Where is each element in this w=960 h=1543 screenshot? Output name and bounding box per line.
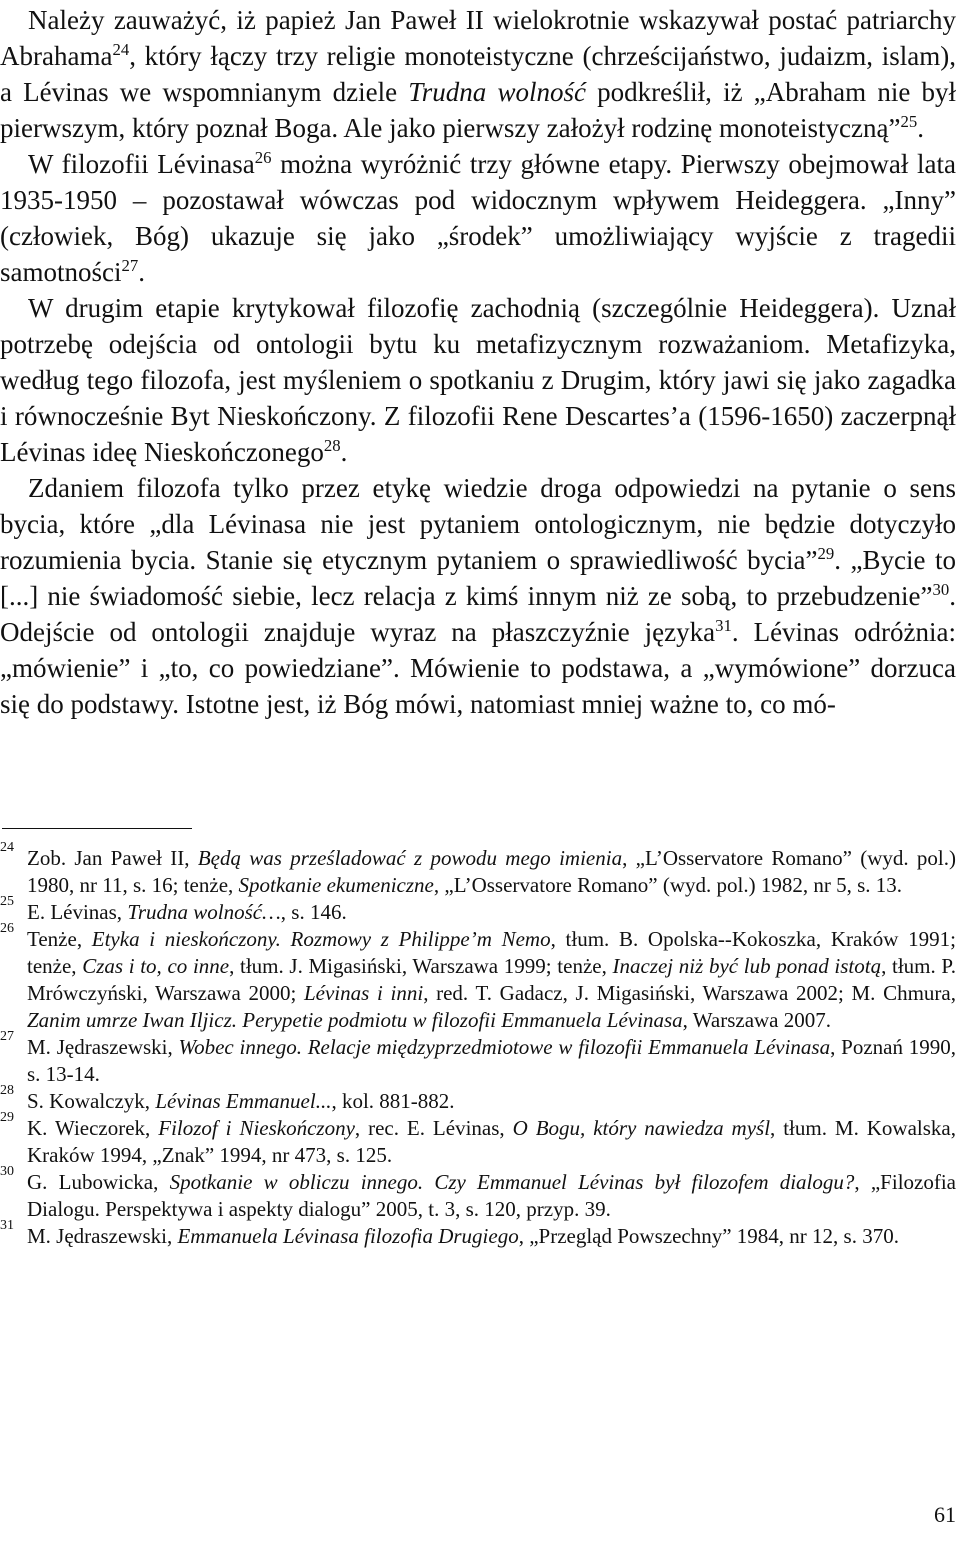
text-span: .: [340, 437, 348, 467]
citation-title: Wobec innego. Relacje międzyprzedmiotowe w filozofii Emmanuela Lévinasa: [178, 1035, 831, 1059]
text-span: Tenże,: [27, 927, 92, 951]
footnote-ref[interactable]: 25: [900, 112, 918, 131]
footnote-separator: [2, 828, 192, 829]
text-span: , „L’Osservatore Romano” (wyd. pol.) 1980, nr 11, s. 16; tenże,: [27, 846, 956, 897]
footnote-ref[interactable]: 29: [817, 544, 835, 563]
text-span: S. Kowalczyk,: [27, 1089, 156, 1113]
paragraph-1: [0, 2, 956, 146]
text-span: . „Bycie to [...] nie świadomość siebie, lecz relacja z kimś innym niż ze sobą, to przebudzenie”: [0, 545, 956, 611]
footnote-30: [0, 1164, 956, 1223]
text-span: można wyróżnić trzy główne etapy. Pierwszy obejmował lata 1935-1950 – pozostawał wówczas pod widocznym wpływem Heideggera. „Inny” (człowiek, Bóg) ukazuje się jako „środek” umożliwiający wyjście z tragedii samotności: [0, 149, 956, 287]
text-span: W drugim etapie krytykował filozofię zachodnią (szczególnie Heideggera). Uznał potrzebę odejścia od ontologii bytu ku metafizycznym rozważaniom. Metafizyka, według tego filozofa, jest myśleniem o spotkaniu z Drugim, który jawi się jako zagadka i równocześnie Byt Nieskończony. Z filozofii Rene Descartes’a (1596-1650) zaczerpnął Lévinas ideę Nieskończonego: [0, 293, 956, 467]
text-span: . Odejście od ontologii znajduje wyraz na płaszczyźnie języka: [0, 581, 956, 647]
main-text: [0, 2, 956, 722]
footnote-25: [0, 894, 956, 926]
footnote-number: 28: [0, 1083, 14, 1098]
footnote-26: [0, 921, 957, 1034]
text-span: , tłum. P. Mrówczyński, Warszawa 2000;: [27, 954, 957, 1005]
text-span: , rec. E. Lévinas,: [354, 1116, 513, 1140]
footnote-24: [0, 840, 956, 899]
footnote-number: 29: [0, 1110, 14, 1125]
footnote-number: 25: [0, 894, 14, 909]
book-title: Trudna wolność: [408, 77, 586, 107]
text-span: , red. T. Gadacz, J. Migasiński, Warszawa 2002; M. Chmura,: [423, 981, 956, 1005]
text-span: .: [917, 113, 924, 143]
text-span: W filozofii Lévinasa: [28, 149, 255, 179]
text-span: , Warszawa 2007.: [682, 1008, 831, 1032]
citation-title: Etyka i nieskończony. Rozmowy z Philippe’m Nemo: [91, 927, 551, 951]
text-span: K. Wieczorek,: [27, 1116, 159, 1140]
footnote-27: [0, 1029, 957, 1088]
footnote-number: 30: [0, 1164, 14, 1179]
citation-title: Lévinas Emmanuel...: [155, 1089, 332, 1113]
text-span: M. Jędraszewski,: [27, 1224, 178, 1248]
footnote-ref[interactable]: 27: [121, 256, 139, 275]
footnote-ref[interactable]: 28: [323, 436, 341, 455]
text-span: G. Lubowicka,: [27, 1170, 170, 1194]
citation-title: Filozof i Nieskończony: [158, 1116, 355, 1140]
text-span: , który łączy trzy religie monoteistyczne (chrześcijaństwo, judaizm, islam), a Lévinas we wspomnianym dziele: [0, 41, 956, 107]
text-span: . Lévinas odróżnia: „mówienie” i „to, co powiedziane”. Mówienie to podstawa, a „wymówione” dorzuca się do podstawy. Istotne jest, iż Bóg mówi, natomiast mniej ważne to, co mó-: [0, 617, 956, 719]
citation-title: Spotkanie ekumeniczne: [238, 873, 434, 897]
paragraph-3: [0, 290, 956, 470]
text-span: , „Filozofia Dialogu. Perspektywa i aspekty dialogu” 2005, t. 3, s. 120, przyp. 39.: [27, 1170, 956, 1221]
citation-title: Lévinas i inni: [303, 981, 424, 1005]
citation-title: Czas i to, co inne: [82, 954, 230, 978]
citation-title: Emmanuela Lévinasa filozofia Drugiego: [177, 1224, 519, 1248]
footnote-ref[interactable]: 30: [932, 580, 950, 599]
citation-title: Zanim umrze Iwan Iljicz. Perypetie podmiotu w filozofii Emmanuela Lévinasa: [27, 1008, 683, 1032]
text-span: , tłum. B. Opolska--Kokoszka, Kraków 1991; tenże,: [27, 927, 956, 978]
text-span: Zdaniem filozofa tylko przez etykę wiedzie droga odpowiedzi na pytanie o sens bycia, które „dla Lévinasa nie jest pytaniem ontologicznym, nie będzie dotyczyło rozumienia bycia. Stanie się etycznym pytaniem o sprawiedliwość bycia”: [0, 473, 956, 575]
footnote-31: [0, 1218, 956, 1250]
footnote-28: [0, 1083, 956, 1115]
page-number: 61: [934, 1502, 956, 1527]
footnote-ref[interactable]: 26: [254, 148, 272, 167]
citation-title: O Bogu, który nawiedza myśl: [512, 1116, 771, 1140]
footnote-number: 24: [0, 840, 14, 855]
text-span: , s. 146.: [280, 900, 347, 924]
text-span: .: [138, 257, 145, 287]
footnote-ref[interactable]: 31: [715, 616, 732, 635]
text-span: E. Lévinas,: [27, 900, 128, 924]
citation-title: Trudna wolność…: [127, 900, 281, 924]
footnote-number: 31: [0, 1218, 14, 1233]
text-span: Zob. Jan Paweł II,: [27, 846, 198, 870]
footnote-number: 26: [0, 921, 14, 936]
footnote-29: [0, 1110, 956, 1169]
text-span: , „Przegląd Powszechny” 1984, nr 12, s. 370.: [518, 1224, 899, 1248]
footnotes: [0, 840, 957, 1250]
text-span: , kol. 881-882.: [331, 1089, 455, 1113]
citation-title: Inaczej niż być lub ponad istotą: [612, 954, 882, 978]
text-span: , tłum. J. Migasiński, Warszawa 1999; tenże,: [229, 954, 613, 978]
paragraph-4: [0, 470, 956, 722]
paragraph-2: [0, 146, 956, 290]
footnote-ref[interactable]: 24: [112, 40, 130, 59]
text-span: podkreślił, iż „Abraham nie był pierwszym, który poznał Boga. Ale jako pierwszy założył rodzinę monoteistyczną”: [0, 77, 957, 143]
text-span: , tłum. M. Kowalska, Kraków 1994, „Znak” 1994, nr 473, s. 125.: [27, 1116, 956, 1167]
text-span: M. Jędraszewski,: [27, 1035, 179, 1059]
citation-title: Będą was prześladować z powodu mego imienia: [197, 846, 623, 870]
footnote-number: 27: [0, 1029, 14, 1044]
text-span: , „L’Osservatore Romano” (wyd. pol.) 1982, nr 5, s. 13.: [433, 873, 903, 897]
text-span: Należy zauważyć, iż papież Jan Paweł II wielokrotnie wskazywał postać patriarchy Abrahama: [0, 5, 956, 71]
text-span: , Poznań 1990, s. 13-14.: [27, 1035, 957, 1086]
citation-title: Spotkanie w obliczu innego. Czy Emmanuel Lévinas był filozofem dialogu?: [169, 1170, 855, 1194]
